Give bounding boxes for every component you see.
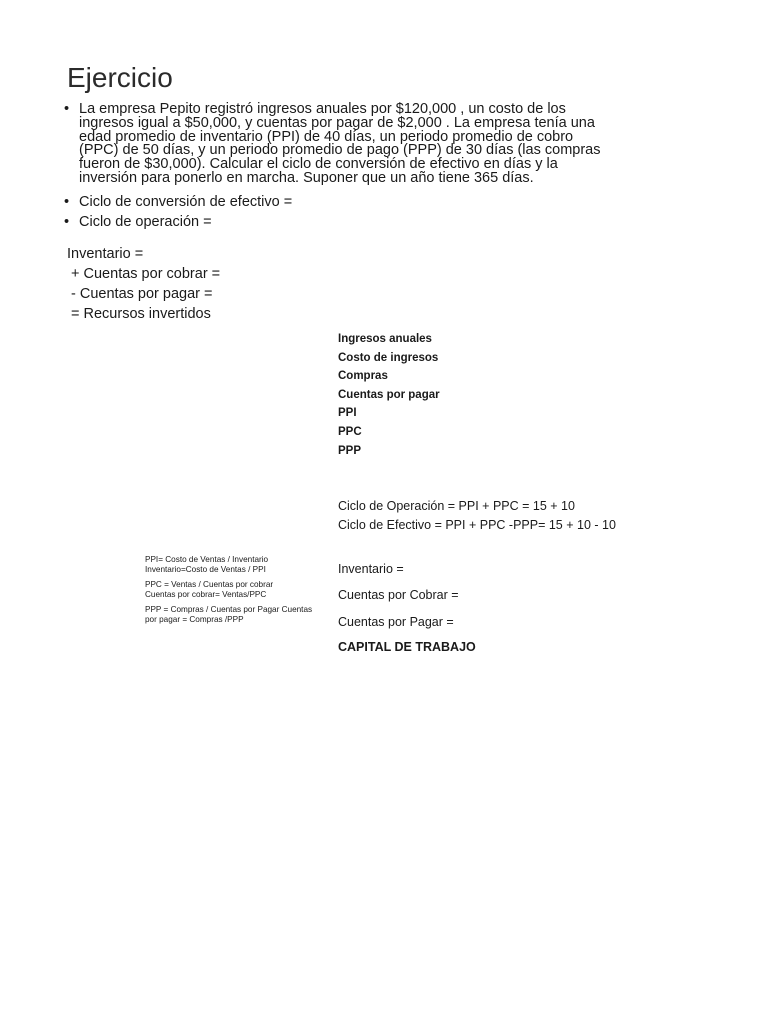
ppc-formula-line: PPC = Ventas / Cuentas por cobrar: [145, 580, 274, 589]
operating-cycle-formula: Ciclo de Operación = PPI + PPC = 15 + 10: [338, 499, 575, 513]
ppc-formula: [145, 580, 335, 600]
data-label-ppc: PPC: [338, 425, 362, 438]
invested-resources-block: [67, 244, 220, 324]
work-line-invested: = Recursos invertidos: [67, 306, 211, 322]
working-capital-list: [338, 556, 476, 657]
ppp-formula: [145, 605, 335, 625]
cash-cycle-prompt: • Ciclo de conversión de efectivo =: [64, 192, 609, 212]
side-formulas: [145, 555, 335, 630]
exercise-bullets: [64, 103, 609, 232]
work-line-inventory: Inventario =: [67, 246, 144, 262]
ppi-formula: [145, 555, 335, 575]
cycle-formulas: [338, 497, 616, 535]
operating-cycle-prompt: • Ciclo de operación =: [64, 212, 609, 232]
data-label-annual-revenue: Ingresos anuales: [338, 333, 432, 345]
page-title: Ejercicio: [67, 62, 173, 93]
data-label-ppp: PPP: [338, 444, 362, 457]
data-labels-list: [338, 330, 440, 460]
wc-total: CAPITAL DE TRABAJO: [338, 640, 476, 655]
wc-payables: Cuentas por Pagar =: [338, 614, 454, 629]
wc-receivables: Cuentas por Cobrar =: [338, 588, 459, 603]
ppp-formula-line: PPP = Compras / Cuentas por Pagar Cuentas: [145, 605, 313, 614]
data-label-payables: Cuentas por pagar: [338, 388, 440, 401]
work-line-receivables: + Cuentas por cobrar =: [67, 266, 221, 282]
ppi-formula-line: PPI= Costo de Ventas / Inventario: [145, 555, 269, 564]
inventory-formula-line: Inventario=Costo de Ventas / PPI: [145, 565, 266, 574]
cash-cycle-formula: Ciclo de Efectivo = PPI + PPC -PPP= 15 + 10 - 10: [338, 518, 616, 532]
data-label-purchases: Compras: [338, 370, 388, 383]
wc-inventory: Inventario =: [338, 562, 404, 576]
receivables-formula-line: Cuentas por cobrar= Ventas/PPC: [145, 590, 267, 599]
problem-statement: • La empresa Pepito registró ingresos anuales por $120,000 , un costo de los ingresos igual a $50,000, y cuentas por pagar de $2,000 . La empresa tenía una edad promedio de inventario (PPI) de 40 días, un periodo promedio de cobro (PPC) de 50 días, y un periodo promedio de pago (PPP) de 30 días (las compras fueron de $30,000). Calcular el ciclo de conversión de efectivo en días y la inversión para ponerlo en marcha. Suponer que un año tiene 365 días.: [64, 103, 609, 186]
data-label-ppi: PPI: [338, 407, 357, 420]
payables-formula-line: por pagar = Compras /PPP: [145, 615, 244, 624]
data-label-cost-of-revenue: Costo de ingresos: [338, 351, 439, 364]
work-line-payables: - Cuentas por pagar =: [67, 286, 213, 302]
